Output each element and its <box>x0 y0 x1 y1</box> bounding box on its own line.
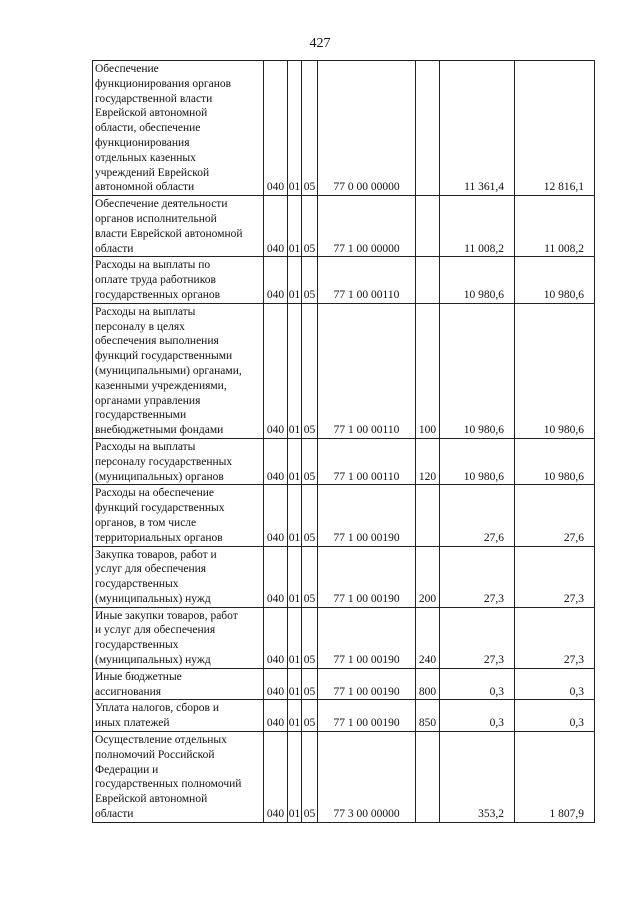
program-code-cell: 77 1 00 00190 <box>318 607 416 668</box>
gov-code-cell: 040 <box>264 257 288 303</box>
amount-year1-cell: 27,6 <box>440 485 515 546</box>
expense-type-cell: 200 <box>416 546 440 607</box>
section-cell: 01 <box>288 485 302 546</box>
section-cell: 01 <box>288 700 302 732</box>
row-name-cell: Расходы на обеспечение функций государственных органов, в том числе территориальных органов <box>93 485 264 546</box>
expense-type-cell <box>416 257 440 303</box>
expense-type-cell <box>416 196 440 257</box>
section-cell: 01 <box>288 732 302 823</box>
gov-code-cell: 040 <box>264 668 288 700</box>
amount-year1-cell: 10 980,6 <box>440 438 515 484</box>
row-name-cell: Иные закупки товаров, работ и услуг для обеспечения государственных (муниципальных) нужд <box>93 607 264 668</box>
subsection-cell: 05 <box>302 607 318 668</box>
amount-year2-cell: 10 980,6 <box>515 257 595 303</box>
section-cell: 01 <box>288 607 302 668</box>
subsection-cell: 05 <box>302 196 318 257</box>
subsection-cell: 05 <box>302 438 318 484</box>
row-name-cell: Обеспечение деятельности органов исполнительной власти Еврейской автономной области <box>93 196 264 257</box>
section-cell: 01 <box>288 257 302 303</box>
amount-year2-cell: 10 980,6 <box>515 438 595 484</box>
amount-year2-cell: 27,3 <box>515 546 595 607</box>
table-row <box>93 485 595 546</box>
amount-year2-cell: 10 980,6 <box>515 303 595 438</box>
expense-type-cell: 850 <box>416 700 440 732</box>
gov-code-cell: 040 <box>264 61 288 196</box>
program-code-cell: 77 1 00 00190 <box>318 668 416 700</box>
subsection-cell: 05 <box>302 303 318 438</box>
gov-code-cell: 040 <box>264 485 288 546</box>
table-row <box>93 546 595 607</box>
section-cell: 01 <box>288 61 302 196</box>
row-name-cell: Расходы на выплаты по оплате труда работников государственных органов <box>93 257 264 303</box>
amount-year1-cell: 10 980,6 <box>440 303 515 438</box>
section-cell: 01 <box>288 196 302 257</box>
amount-year1-cell: 0,3 <box>440 700 515 732</box>
row-name-cell: Расходы на выплаты персоналу государственных (муниципальных) органов <box>93 438 264 484</box>
table-row <box>93 668 595 700</box>
gov-code-cell: 040 <box>264 732 288 823</box>
row-name-cell: Уплата налогов, сборов и иных платежей <box>93 700 264 732</box>
subsection-cell: 05 <box>302 732 318 823</box>
gov-code-cell: 040 <box>264 303 288 438</box>
gov-code-cell: 040 <box>264 546 288 607</box>
subsection-cell: 05 <box>302 546 318 607</box>
program-code-cell: 77 1 00 00110 <box>318 438 416 484</box>
row-name-cell: Обеспечение функционирования органов государственной власти Еврейской автономной области, обеспечение функционирования отдельных казенных учреждений Еврейской автономной области <box>93 61 264 196</box>
amount-year2-cell: 27,6 <box>515 485 595 546</box>
expense-type-cell: 120 <box>416 438 440 484</box>
amount-year1-cell: 27,3 <box>440 607 515 668</box>
program-code-cell: 77 1 00 00110 <box>318 303 416 438</box>
row-name-cell: Осуществление отдельных полномочий Российской Федерации и государственных полномочий Еврейской автономной области <box>93 732 264 823</box>
table-row <box>93 303 595 438</box>
expense-type-cell <box>416 732 440 823</box>
expense-type-cell: 800 <box>416 668 440 700</box>
program-code-cell: 77 1 00 00110 <box>318 257 416 303</box>
subsection-cell: 05 <box>302 700 318 732</box>
row-name-cell: Закупка товаров, работ и услуг для обеспечения государственных (муниципальных) нужд <box>93 546 264 607</box>
row-name-cell: Иные бюджетные ассигнования <box>93 668 264 700</box>
amount-year1-cell: 27,3 <box>440 546 515 607</box>
section-cell: 01 <box>288 303 302 438</box>
gov-code-cell: 040 <box>264 438 288 484</box>
gov-code-cell: 040 <box>264 607 288 668</box>
section-cell: 01 <box>288 668 302 700</box>
program-code-cell: 77 1 00 00190 <box>318 485 416 546</box>
amount-year2-cell: 0,3 <box>515 700 595 732</box>
amount-year2-cell: 1 807,9 <box>515 732 595 823</box>
expense-type-cell <box>416 485 440 546</box>
expense-type-cell <box>416 61 440 196</box>
amount-year2-cell: 27,3 <box>515 607 595 668</box>
program-code-cell: 77 3 00 00000 <box>318 732 416 823</box>
amount-year1-cell: 10 980,6 <box>440 257 515 303</box>
table-row <box>93 700 595 732</box>
table-row <box>93 257 595 303</box>
subsection-cell: 05 <box>302 61 318 196</box>
section-cell: 01 <box>288 438 302 484</box>
budget-table <box>92 60 595 823</box>
page-number: 427 <box>309 36 331 51</box>
amount-year2-cell: 12 816,1 <box>515 61 595 196</box>
subsection-cell: 05 <box>302 257 318 303</box>
program-code-cell: 77 0 00 00000 <box>318 61 416 196</box>
gov-code-cell: 040 <box>264 700 288 732</box>
expense-type-cell: 240 <box>416 607 440 668</box>
program-code-cell: 77 1 00 00000 <box>318 196 416 257</box>
subsection-cell: 05 <box>302 485 318 546</box>
amount-year1-cell: 353,2 <box>440 732 515 823</box>
table-row <box>93 438 595 484</box>
amount-year1-cell: 11 008,2 <box>440 196 515 257</box>
amount-year1-cell: 0,3 <box>440 668 515 700</box>
row-name-cell: Расходы на выплаты персоналу в целях обеспечения выполнения функций государственными (муниципальными) органами, казенными учреждениями, органами управления государственными внебюджетными фондами <box>93 303 264 438</box>
table-row <box>93 607 595 668</box>
table-row <box>93 61 595 196</box>
amount-year2-cell: 0,3 <box>515 668 595 700</box>
section-cell: 01 <box>288 546 302 607</box>
expense-type-cell: 100 <box>416 303 440 438</box>
program-code-cell: 77 1 00 00190 <box>318 546 416 607</box>
program-code-cell: 77 1 00 00190 <box>318 700 416 732</box>
table-row <box>93 196 595 257</box>
subsection-cell: 05 <box>302 668 318 700</box>
table-body <box>93 61 595 823</box>
amount-year2-cell: 11 008,2 <box>515 196 595 257</box>
table-row <box>93 732 595 823</box>
amount-year1-cell: 11 361,4 <box>440 61 515 196</box>
gov-code-cell: 040 <box>264 196 288 257</box>
